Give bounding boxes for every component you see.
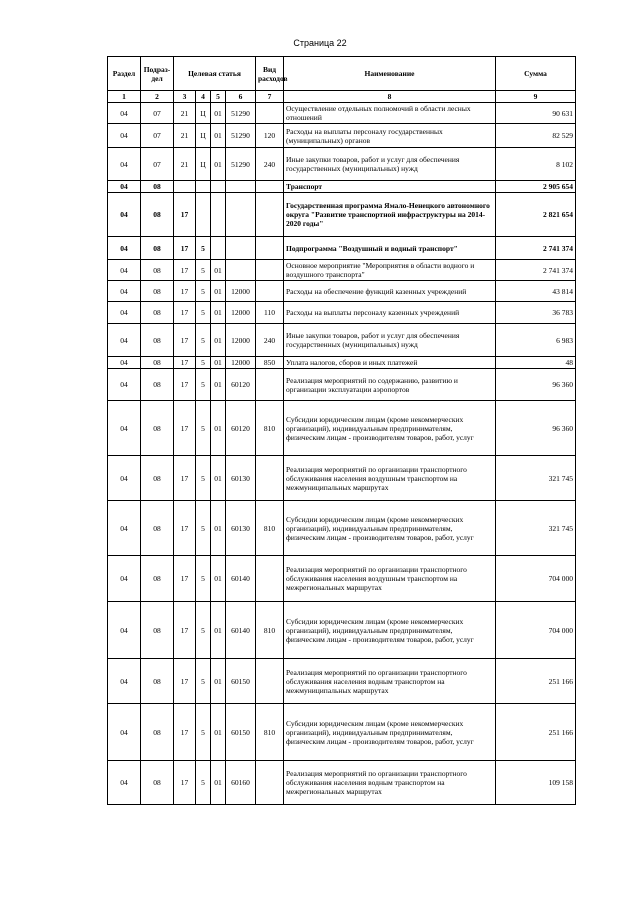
index-cell: 9 bbox=[496, 91, 576, 103]
cell-vid-rashodov: 810 bbox=[256, 401, 284, 456]
cell-podrazdel: 08 bbox=[141, 193, 174, 237]
cell-vid-rashodov: 810 bbox=[256, 501, 284, 556]
table-row bbox=[108, 260, 576, 281]
cell-subprogram: 5 bbox=[196, 556, 211, 602]
cell-program: 17 bbox=[174, 704, 196, 761]
table-row bbox=[108, 281, 576, 302]
cell-event: 01 bbox=[211, 501, 226, 556]
cell-podrazdel: 07 bbox=[141, 103, 174, 124]
index-cell: 1 bbox=[108, 91, 141, 103]
cell-vid-rashodov: 120 bbox=[256, 124, 284, 148]
cell-sum: 96 360 bbox=[496, 401, 576, 456]
cell-podrazdel: 08 bbox=[141, 602, 174, 659]
cell-name: Реализация мероприятий по организации транспортного обслуживания населения водным транспортом на межмуниципальных маршрутах bbox=[284, 659, 496, 704]
cell-name: Субсидии юридическим лицам (кроме некоммерческих организаций), индивидуальным предпринимателям, физическим лицам - производителям товаров, работ, услуг bbox=[284, 602, 496, 659]
cell-name: Реализация мероприятий по содержанию, развитию и организации эксплуатации аэропортов bbox=[284, 369, 496, 401]
cell-direction: 60140 bbox=[226, 602, 256, 659]
cell-razdel: 04 bbox=[108, 357, 141, 369]
cell-podrazdel: 08 bbox=[141, 704, 174, 761]
cell-vid-rashodov bbox=[256, 193, 284, 237]
cell-program: 17 bbox=[174, 357, 196, 369]
cell-vid-rashodov: 810 bbox=[256, 704, 284, 761]
cell-direction bbox=[226, 237, 256, 260]
cell-vid-rashodov bbox=[256, 260, 284, 281]
cell-sum: 48 bbox=[496, 357, 576, 369]
cell-podrazdel: 08 bbox=[141, 401, 174, 456]
cell-sum: 321 745 bbox=[496, 456, 576, 501]
cell-name: Осуществление отдельных полномочий в области лесных отношений bbox=[284, 103, 496, 124]
cell-subprogram: Ц bbox=[196, 103, 211, 124]
cell-podrazdel: 08 bbox=[141, 556, 174, 602]
cell-program: 17 bbox=[174, 401, 196, 456]
cell-subprogram: 5 bbox=[196, 401, 211, 456]
index-cell: 8 bbox=[284, 91, 496, 103]
cell-razdel: 04 bbox=[108, 602, 141, 659]
cell-razdel: 04 bbox=[108, 281, 141, 302]
cell-event: 01 bbox=[211, 602, 226, 659]
cell-razdel: 04 bbox=[108, 556, 141, 602]
cell-event: 01 bbox=[211, 401, 226, 456]
cell-razdel: 04 bbox=[108, 456, 141, 501]
cell-name: Субсидии юридическим лицам (кроме некоммерческих организаций), индивидуальным предпринимателям, физическим лицам - производителям товаров, работ, услуг bbox=[284, 704, 496, 761]
cell-vid-rashodov bbox=[256, 369, 284, 401]
cell-podrazdel: 08 bbox=[141, 237, 174, 260]
cell-razdel: 04 bbox=[108, 659, 141, 704]
cell-event: 01 bbox=[211, 324, 226, 357]
table-row bbox=[108, 237, 576, 260]
table-row bbox=[108, 124, 576, 148]
cell-name: Государственная программа Ямало-Ненецкого автономного округа "Развитие транспортной инфраструктуры на 2014-2020 годы" bbox=[284, 193, 496, 237]
cell-name: Основное мероприятие "Мероприятия в области водного и воздушного транспорта" bbox=[284, 260, 496, 281]
table-row bbox=[108, 369, 576, 401]
index-cell: 3 bbox=[174, 91, 196, 103]
cell-podrazdel: 08 bbox=[141, 181, 174, 193]
header-vid-rashodov: Вид расходов bbox=[256, 57, 284, 91]
table-row bbox=[108, 556, 576, 602]
table-row bbox=[108, 193, 576, 237]
cell-direction: 60150 bbox=[226, 659, 256, 704]
cell-vid-rashodov: 850 bbox=[256, 357, 284, 369]
cell-program bbox=[174, 181, 196, 193]
cell-direction: 60120 bbox=[226, 369, 256, 401]
cell-razdel: 04 bbox=[108, 260, 141, 281]
cell-razdel: 04 bbox=[108, 148, 141, 181]
cell-program: 17 bbox=[174, 193, 196, 237]
header-summa: Сумма bbox=[496, 57, 576, 91]
cell-sum: 109 158 bbox=[496, 761, 576, 805]
cell-razdel: 04 bbox=[108, 302, 141, 324]
table-row bbox=[108, 761, 576, 805]
cell-event: 01 bbox=[211, 761, 226, 805]
table-row bbox=[108, 602, 576, 659]
cell-subprogram bbox=[196, 181, 211, 193]
cell-direction: 60150 bbox=[226, 704, 256, 761]
cell-name: Субсидии юридическим лицам (кроме некоммерческих организаций), индивидуальным предпринимателям, физическим лицам - производителям товаров, работ, услуг bbox=[284, 401, 496, 456]
cell-vid-rashodov: 810 bbox=[256, 602, 284, 659]
cell-program: 17 bbox=[174, 369, 196, 401]
table-row bbox=[108, 324, 576, 357]
cell-name: Расходы на выплаты персоналу казенных учреждений bbox=[284, 302, 496, 324]
cell-event: 01 bbox=[211, 456, 226, 501]
cell-event: 01 bbox=[211, 281, 226, 302]
cell-event bbox=[211, 237, 226, 260]
cell-event: 01 bbox=[211, 103, 226, 124]
cell-event: 01 bbox=[211, 357, 226, 369]
table-row bbox=[108, 704, 576, 761]
index-cell: 4 bbox=[196, 91, 211, 103]
cell-subprogram: 5 bbox=[196, 281, 211, 302]
cell-program: 17 bbox=[174, 260, 196, 281]
cell-sum: 704 000 bbox=[496, 602, 576, 659]
cell-podrazdel: 08 bbox=[141, 302, 174, 324]
cell-razdel: 04 bbox=[108, 501, 141, 556]
cell-sum: 96 360 bbox=[496, 369, 576, 401]
cell-name: Реализация мероприятий по организации транспортного обслуживания населения воздушным транспортом на межрегиональных маршрутах bbox=[284, 556, 496, 602]
cell-direction bbox=[226, 181, 256, 193]
cell-name: Иные закупки товаров, работ и услуг для обеспечения государственных (муниципальных) нужд bbox=[284, 148, 496, 181]
cell-direction bbox=[226, 260, 256, 281]
index-cell: 6 bbox=[226, 91, 256, 103]
cell-subprogram: 5 bbox=[196, 324, 211, 357]
cell-podrazdel: 08 bbox=[141, 501, 174, 556]
cell-subprogram: 5 bbox=[196, 302, 211, 324]
cell-name: Уплата налогов, сборов и иных платежей bbox=[284, 357, 496, 369]
cell-vid-rashodov bbox=[256, 237, 284, 260]
cell-program: 21 bbox=[174, 148, 196, 181]
cell-sum: 43 814 bbox=[496, 281, 576, 302]
cell-program: 21 bbox=[174, 103, 196, 124]
cell-razdel: 04 bbox=[108, 124, 141, 148]
cell-subprogram: 5 bbox=[196, 237, 211, 260]
cell-program: 17 bbox=[174, 456, 196, 501]
table-row bbox=[108, 302, 576, 324]
cell-sum: 8 102 bbox=[496, 148, 576, 181]
table-row bbox=[108, 148, 576, 181]
cell-event: 01 bbox=[211, 704, 226, 761]
cell-sum: 6 983 bbox=[496, 324, 576, 357]
cell-sum: 2 821 654 bbox=[496, 193, 576, 237]
cell-direction: 60140 bbox=[226, 556, 256, 602]
cell-razdel: 04 bbox=[108, 369, 141, 401]
cell-podrazdel: 08 bbox=[141, 260, 174, 281]
table-row bbox=[108, 181, 576, 193]
cell-name: Расходы на обеспечение функций казенных учреждений bbox=[284, 281, 496, 302]
cell-razdel: 04 bbox=[108, 704, 141, 761]
cell-name: Транспорт bbox=[284, 181, 496, 193]
cell-podrazdel: 08 bbox=[141, 659, 174, 704]
cell-podrazdel: 07 bbox=[141, 124, 174, 148]
header-naimenovanie: Наименование bbox=[284, 57, 496, 91]
budget-table bbox=[107, 56, 576, 805]
cell-sum: 2 905 654 bbox=[496, 181, 576, 193]
header-celevaya-statya: Целевая статья bbox=[174, 57, 256, 91]
cell-podrazdel: 07 bbox=[141, 148, 174, 181]
cell-program: 17 bbox=[174, 556, 196, 602]
cell-podrazdel: 08 bbox=[141, 761, 174, 805]
table-row bbox=[108, 659, 576, 704]
page-number-label: Страница 22 bbox=[293, 38, 347, 48]
table-row bbox=[108, 401, 576, 456]
cell-direction: 12000 bbox=[226, 357, 256, 369]
cell-direction: 60160 bbox=[226, 761, 256, 805]
cell-program: 17 bbox=[174, 302, 196, 324]
cell-program: 17 bbox=[174, 281, 196, 302]
cell-sum: 251 166 bbox=[496, 659, 576, 704]
cell-event bbox=[211, 193, 226, 237]
cell-event: 01 bbox=[211, 556, 226, 602]
cell-event bbox=[211, 181, 226, 193]
cell-vid-rashodov: 240 bbox=[256, 148, 284, 181]
cell-direction: 60130 bbox=[226, 501, 256, 556]
cell-razdel: 04 bbox=[108, 103, 141, 124]
cell-sum: 321 745 bbox=[496, 501, 576, 556]
cell-event: 01 bbox=[211, 369, 226, 401]
cell-podrazdel: 08 bbox=[141, 456, 174, 501]
cell-vid-rashodov bbox=[256, 181, 284, 193]
index-cell: 5 bbox=[211, 91, 226, 103]
cell-direction: 51290 bbox=[226, 148, 256, 181]
cell-direction: 51290 bbox=[226, 103, 256, 124]
cell-subprogram: 5 bbox=[196, 369, 211, 401]
cell-direction: 12000 bbox=[226, 324, 256, 357]
cell-program: 17 bbox=[174, 602, 196, 659]
cell-subprogram: 5 bbox=[196, 761, 211, 805]
cell-subprogram: 5 bbox=[196, 704, 211, 761]
cell-subprogram bbox=[196, 193, 211, 237]
cell-subprogram: 5 bbox=[196, 501, 211, 556]
cell-program: 17 bbox=[174, 501, 196, 556]
header-podrazdel: Подраз-дел bbox=[141, 57, 174, 91]
cell-subprogram: 5 bbox=[196, 602, 211, 659]
cell-direction: 12000 bbox=[226, 302, 256, 324]
cell-podrazdel: 08 bbox=[141, 369, 174, 401]
cell-vid-rashodov: 240 bbox=[256, 324, 284, 357]
column-index-row bbox=[108, 91, 576, 103]
cell-podrazdel: 08 bbox=[141, 324, 174, 357]
cell-subprogram: 5 bbox=[196, 260, 211, 281]
header-razdel: Раздел bbox=[108, 57, 141, 91]
table-row bbox=[108, 501, 576, 556]
cell-name: Реализация мероприятий по организации транспортного обслуживания населения водным транспортом на межрегиональных маршрутах bbox=[284, 761, 496, 805]
cell-razdel: 04 bbox=[108, 181, 141, 193]
table-row bbox=[108, 357, 576, 369]
cell-program: 17 bbox=[174, 324, 196, 357]
index-cell: 2 bbox=[141, 91, 174, 103]
cell-direction bbox=[226, 193, 256, 237]
table-row bbox=[108, 456, 576, 501]
table-row bbox=[108, 103, 576, 124]
cell-name: Иные закупки товаров, работ и услуг для обеспечения государственных (муниципальных) нужд bbox=[284, 324, 496, 357]
cell-subprogram: 5 bbox=[196, 357, 211, 369]
cell-subprogram: 5 bbox=[196, 456, 211, 501]
cell-sum: 82 529 bbox=[496, 124, 576, 148]
cell-razdel: 04 bbox=[108, 193, 141, 237]
cell-razdel: 04 bbox=[108, 401, 141, 456]
cell-event: 01 bbox=[211, 659, 226, 704]
cell-program: 17 bbox=[174, 761, 196, 805]
cell-direction: 60130 bbox=[226, 456, 256, 501]
cell-name: Подпрограмма "Воздушный и водный транспорт" bbox=[284, 237, 496, 260]
cell-razdel: 04 bbox=[108, 237, 141, 260]
cell-sum: 90 631 bbox=[496, 103, 576, 124]
cell-sum: 251 166 bbox=[496, 704, 576, 761]
cell-vid-rashodov bbox=[256, 103, 284, 124]
cell-direction: 12000 bbox=[226, 281, 256, 302]
cell-sum: 704 000 bbox=[496, 556, 576, 602]
cell-vid-rashodov bbox=[256, 761, 284, 805]
cell-name: Субсидии юридическим лицам (кроме некоммерческих организаций), индивидуальным предпринимателям, физическим лицам - производителям товаров, работ, услуг bbox=[284, 501, 496, 556]
cell-event: 01 bbox=[211, 302, 226, 324]
cell-name: Реализация мероприятий по организации транспортного обслуживания населения воздушным транспортом на межмуниципальных маршрутах bbox=[284, 456, 496, 501]
index-cell: 7 bbox=[256, 91, 284, 103]
cell-direction: 60120 bbox=[226, 401, 256, 456]
cell-vid-rashodov bbox=[256, 281, 284, 302]
cell-program: 21 bbox=[174, 124, 196, 148]
header-row bbox=[108, 57, 576, 91]
cell-sum: 36 783 bbox=[496, 302, 576, 324]
cell-event: 01 bbox=[211, 260, 226, 281]
cell-sum: 2 741 374 bbox=[496, 260, 576, 281]
cell-subprogram: 5 bbox=[196, 659, 211, 704]
cell-program: 17 bbox=[174, 237, 196, 260]
cell-event: 01 bbox=[211, 148, 226, 181]
cell-sum: 2 741 374 bbox=[496, 237, 576, 260]
cell-program: 17 bbox=[174, 659, 196, 704]
cell-subprogram: Ц bbox=[196, 148, 211, 181]
cell-name: Расходы на выплаты персоналу государственных (муниципальных) органов bbox=[284, 124, 496, 148]
cell-podrazdel: 08 bbox=[141, 281, 174, 302]
cell-vid-rashodov bbox=[256, 556, 284, 602]
cell-razdel: 04 bbox=[108, 761, 141, 805]
cell-razdel: 04 bbox=[108, 324, 141, 357]
cell-vid-rashodov bbox=[256, 659, 284, 704]
cell-vid-rashodov bbox=[256, 456, 284, 501]
cell-direction: 51290 bbox=[226, 124, 256, 148]
cell-vid-rashodov: 110 bbox=[256, 302, 284, 324]
cell-podrazdel: 08 bbox=[141, 357, 174, 369]
cell-event: 01 bbox=[211, 124, 226, 148]
cell-subprogram: Ц bbox=[196, 124, 211, 148]
